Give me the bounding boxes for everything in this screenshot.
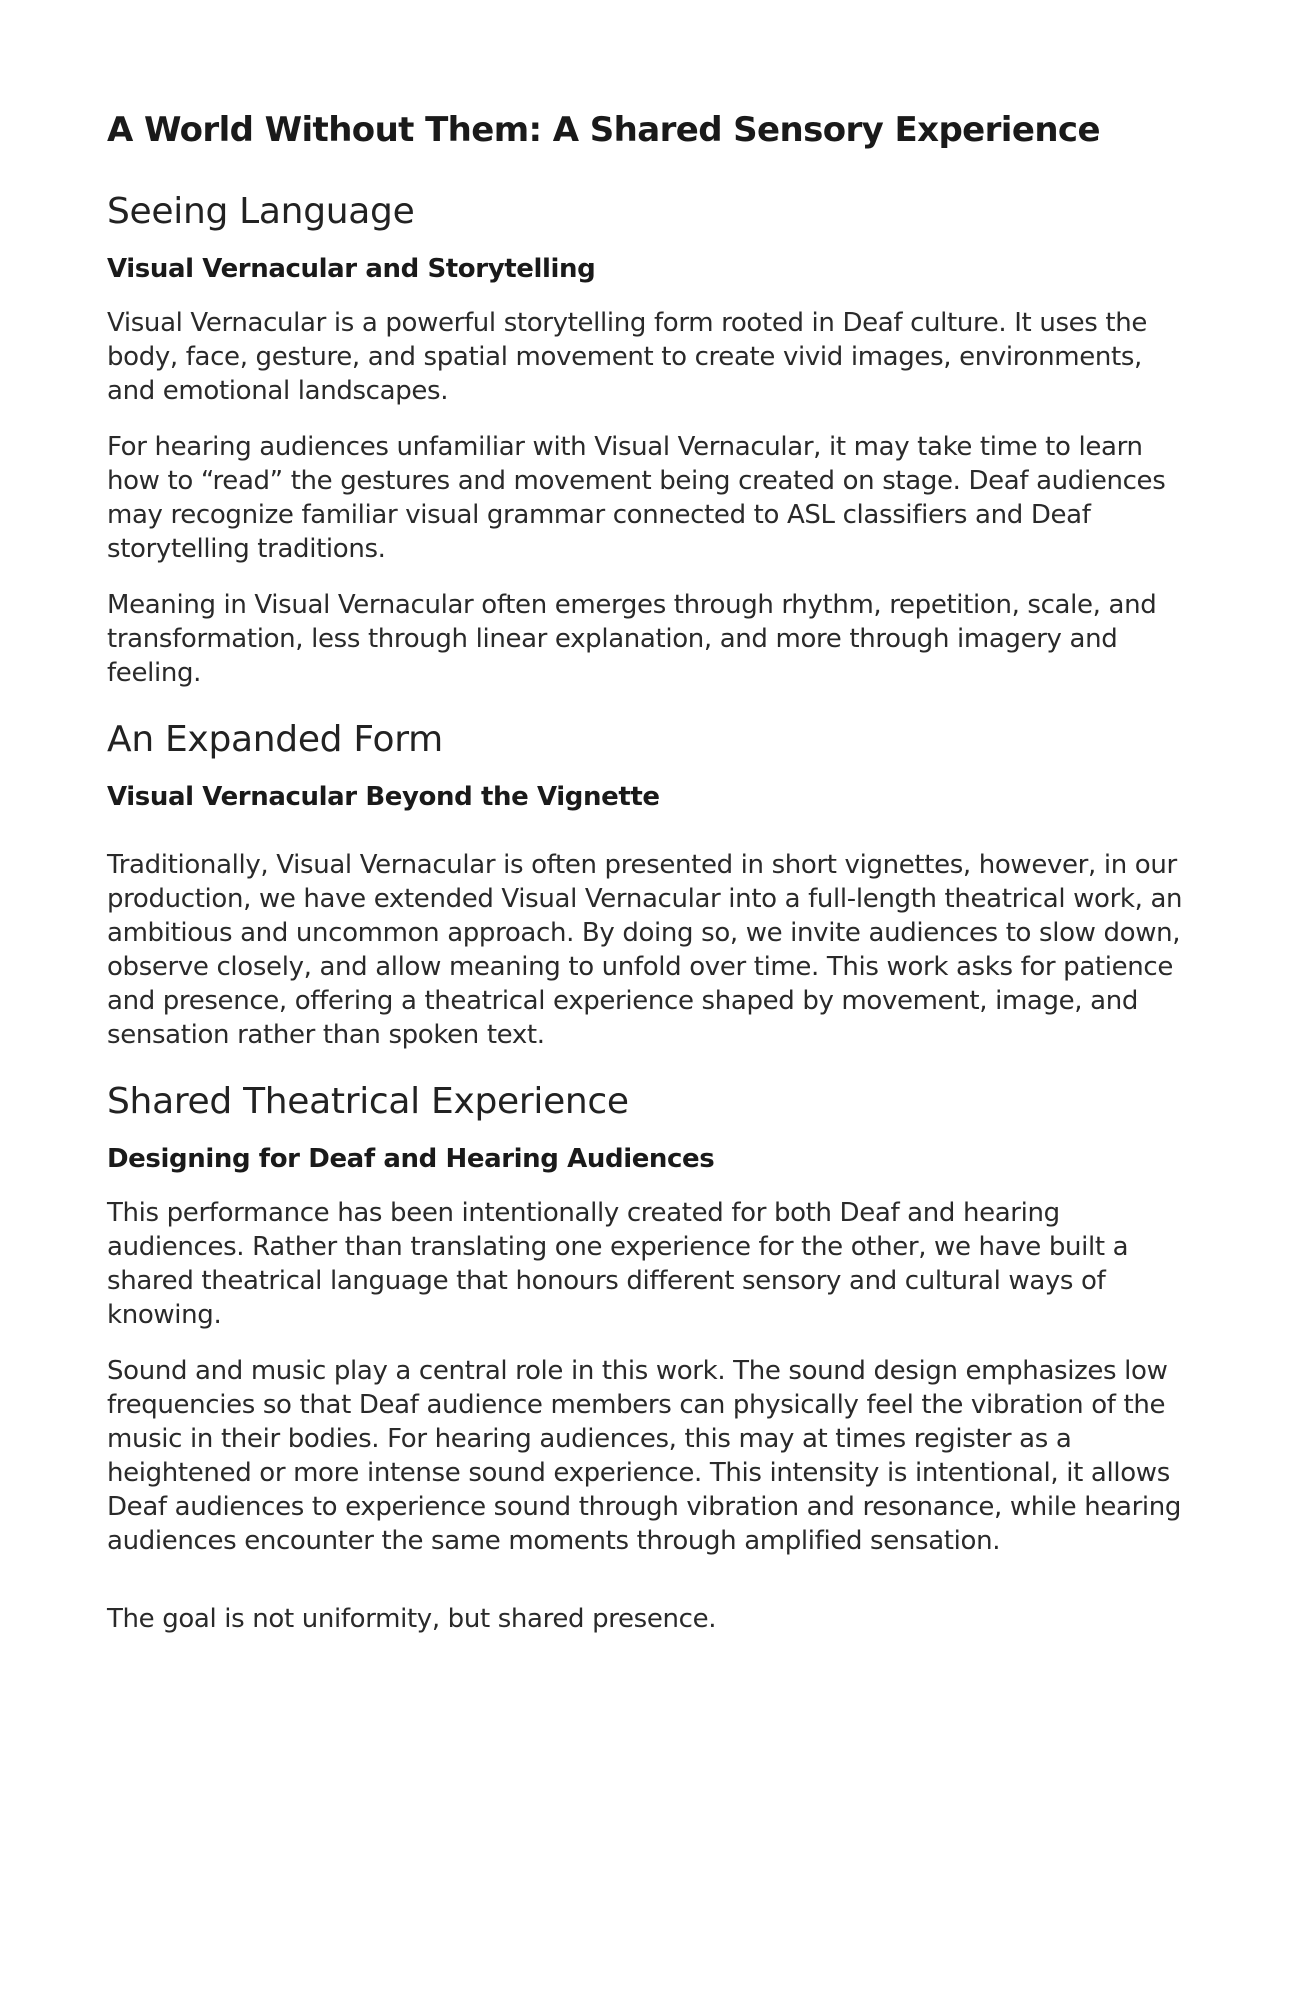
paragraph: This performance has been intentionally created for both Deaf and hearing audiences. Rather than translating one experience for the other, we have built a shared theatrical language that honours different sensory and cultural ways of knowing. xyxy=(107,1198,1129,1330)
paragraph: Traditionally, Visual Vernacular is often presented in short vignettes, however, in our production, we have extended Visual Vernacular into a full-length theatrical work, an ambitious and uncommon approach. By doing so, we invite audiences to slow down, observe closely, and allow meaning to unfold over time. This work asks for patience and presence, offering a theatrical experience shaped by movement, image, and sensation rather than spoken text. xyxy=(107,850,1183,1050)
closing-paragraph: The goal is not uniformity, but shared presence. xyxy=(107,1604,717,1634)
section-heading: Seeing Language xyxy=(107,191,415,232)
section-heading: An Expanded Form xyxy=(107,719,443,760)
paragraph: Visual Vernacular is a powerful storytelling form rooted in Deaf culture. It uses the body, face, gesture, and spatial movement to create vivid images, environments, and emotional landscapes. xyxy=(107,308,1148,406)
section-subheading: Designing for Deaf and Hearing Audiences xyxy=(107,1144,715,1174)
section-expanded-form xyxy=(107,718,1197,1052)
section-subheading: Visual Vernacular Beyond the Vignette xyxy=(107,782,660,812)
section-seeing-language xyxy=(107,190,1197,690)
paragraph: Meaning in Visual Vernacular often emerges through rhythm, repetition, scale, and transformation, less through linear explanation, and more through imagery and feeling. xyxy=(107,590,1157,688)
section-heading: Shared Theatrical Experience xyxy=(107,1081,629,1122)
document-title: A World Without Them: A Shared Sensory Experience xyxy=(107,110,1100,150)
section-subheading: Visual Vernacular and Storytelling xyxy=(107,254,596,284)
paragraph: For hearing audiences unfamiliar with Visual Vernacular, it may take time to learn how to “read” the gestures and movement being created on stage. Deaf audiences may recognize familiar visual grammar connected to ASL classifiers and Deaf storytelling traditions. xyxy=(107,432,1166,564)
document-page xyxy=(107,110,1197,1664)
section-shared-experience xyxy=(107,1080,1197,1636)
paragraph: Sound and music play a central role in this work. The sound design emphasizes low frequencies so that Deaf audience members can physically feel the vibration of the music in their bodies. For hearing audiences, this may at times register as a heightened or more intense sound experience. This intensity is intentional, it allows Deaf audiences to experience sound through vibration and resonance, while hearing audiences encounter the same moments through amplified sensation. xyxy=(107,1356,1182,1556)
